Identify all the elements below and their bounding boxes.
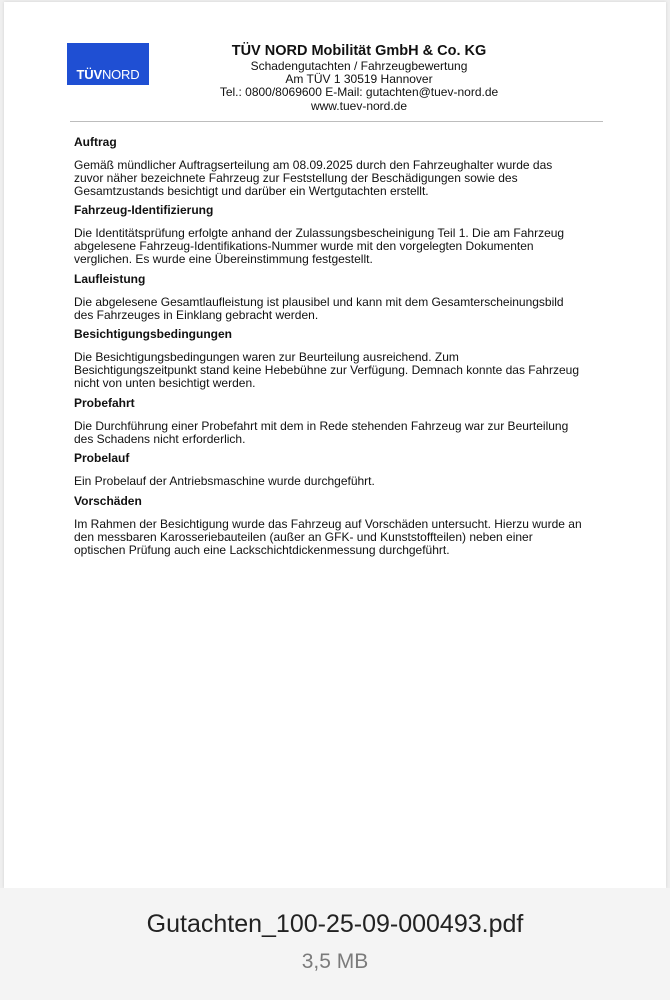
section-title: Auftrag	[74, 135, 117, 149]
text-line: des Fahrzeuges in Einklang gebracht werden.	[74, 307, 319, 322]
section-auftrag	[74, 135, 604, 197]
section-text	[74, 475, 604, 488]
text-line: Die Besichtigungsbedingungen waren zur Beurteilung ausreichend. Zum	[74, 350, 459, 365]
text-line: Gesamtzustands besichtigt und darüber ein Wertgutachten erstellt.	[74, 183, 429, 198]
section-title: Fahrzeug-Identifizierung	[74, 203, 214, 218]
text-line: Die abgelesene Gesamtlaufleistung ist plausibel und kann mit dem Gesamterscheinungsbild	[74, 294, 564, 309]
section-text	[74, 159, 604, 197]
section-title: Vorschäden	[74, 494, 142, 509]
header-divider	[70, 121, 603, 122]
section-laufleistung	[74, 272, 604, 322]
file-name[interactable]: Gutachten_100-25-09-000493.pdf	[146, 910, 524, 938]
website-line: www.tuev-nord.de	[310, 98, 408, 113]
section-text	[74, 351, 604, 389]
text-line: nicht von unten besichtigt werden.	[74, 375, 256, 390]
contact-line: Tel.: 0800/8069600 E-Mail: gutachten@tuev-nord.de	[219, 85, 499, 100]
text-line: abgelesene Fahrzeug-Identifikations-Nummer wurde mit den vorgelegten Dokumenten	[74, 239, 534, 254]
text-line: Im Rahmen der Besichtigung wurde das Fahrzeug auf Vorschäden untersucht. Hierzu wurde an	[74, 517, 582, 532]
pdf-page	[4, 2, 666, 888]
section-besichtigungsbedingungen	[74, 327, 604, 389]
file-info-bar	[0, 888, 670, 1000]
text-line: verglichen. Es wurde eine Übereinstimmung festgestellt.	[74, 251, 373, 266]
section-text	[74, 518, 604, 556]
section-title: Probelauf	[74, 451, 130, 466]
logo-wordmark	[67, 67, 149, 82]
company-info	[154, 43, 564, 113]
section-fahrzeug-identifizierung	[74, 203, 604, 265]
text-line: den messbaren Karosseriebauteilen (außer an GFK- und Kunststoffteilen) neben einer	[74, 529, 533, 544]
text-line: Die Durchführung einer Probefahrt mit dem in Rede stehenden Fahrzeug war zur Beurteilung	[74, 418, 569, 433]
logo-secondary: NORD	[101, 67, 140, 82]
section-title: Probefahrt	[74, 395, 135, 410]
logo-primary: TÜV	[76, 67, 102, 82]
file-size: 3,5 MB	[301, 950, 369, 973]
document-header	[4, 2, 666, 124]
document-body	[74, 131, 604, 563]
text-line: Die Identitätsprüfung erfolgte anhand der Zulassungsbescheinigung Teil 1. Die am Fahrzeug	[74, 226, 565, 241]
text-line: des Schadens nicht erforderlich.	[74, 431, 246, 446]
section-probefahrt	[74, 396, 604, 446]
department-line: Schadengutachten / Fahrzeugbewertung	[250, 59, 468, 73]
section-probelauf	[74, 451, 604, 488]
text-line: Besichtigungszeitpunkt stand keine Hebebühne zur Verfügung. Demnach konnte das Fahrzeug	[74, 363, 579, 378]
text-line: Ein Probelauf der Antriebsmaschine wurde durchgeführt.	[74, 474, 375, 489]
section-title: Laufleistung	[74, 271, 146, 286]
text-line: Gemäß mündlicher Auftragserteilung am 08.09.2025 durch den Fahrzeughalter wurde das	[74, 158, 553, 172]
company-name: TÜV NORD Mobilität GmbH & Co. KG	[231, 43, 487, 59]
section-text	[74, 420, 604, 446]
text-line: optischen Prüfung auch eine Lackschichtdickenmessung durchgeführt.	[74, 542, 450, 557]
section-title: Besichtigungsbedingungen	[74, 327, 232, 342]
section-text	[74, 296, 604, 322]
text-line: zuvor näher bezeichnete Fahrzeug zur Feststellung der Beschädigungen sowie des	[74, 170, 518, 185]
tuev-nord-logo	[67, 43, 149, 85]
section-vorschaeden	[74, 494, 604, 556]
section-text	[74, 227, 604, 265]
address-line: Am TÜV 1 30519 Hannover	[285, 72, 433, 87]
